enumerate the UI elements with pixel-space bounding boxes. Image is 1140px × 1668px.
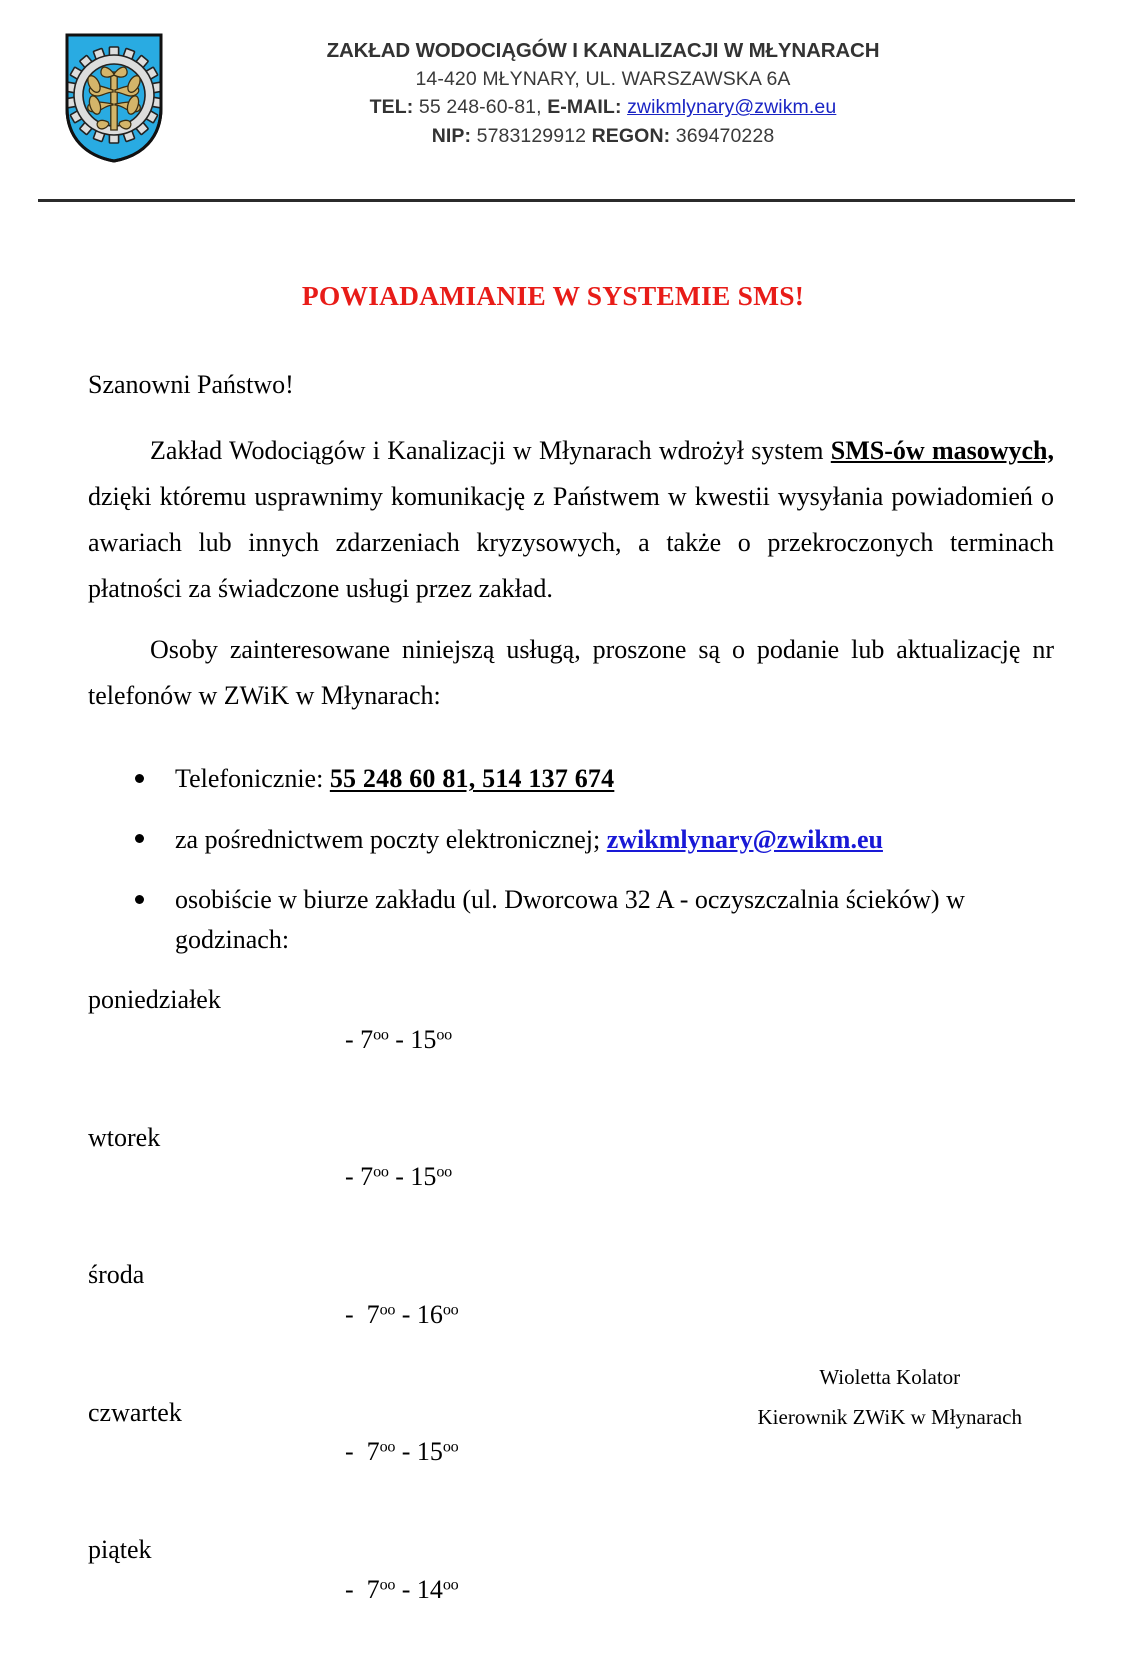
hours-from-minutes: oo <box>373 1163 389 1181</box>
hours-to: 16 <box>416 1299 443 1329</box>
signature-block <box>758 1358 1023 1438</box>
hours-to-minutes: oo <box>442 1301 459 1319</box>
hours-day-label: środa <box>88 1260 145 1290</box>
email-label: E-MAIL: <box>547 96 622 119</box>
hours-to: 14 <box>416 1574 443 1604</box>
regon-value: 369470228 <box>675 124 775 147</box>
organization-address: 14-420 MŁYNARY, UL. WARSZAWSKA 6A <box>415 68 791 91</box>
hours-from: 7 <box>360 1024 374 1054</box>
hours-day-label: czwartek <box>88 1397 182 1427</box>
hours-dash: - <box>345 1162 361 1192</box>
organization-ids-line <box>166 122 1040 150</box>
hours-day-label: piątek <box>88 1535 152 1565</box>
hours-dash: - <box>345 1024 361 1054</box>
hours-from-minutes: oo <box>379 1438 396 1456</box>
paragraph-intro-part1: Zakład Wodociągów i Kanalizacji w Młynarach wdrożył system <box>150 435 831 465</box>
hours-dash: - <box>345 1299 367 1329</box>
hours-to-minutes: oo <box>442 1438 459 1456</box>
contact-methods-list <box>88 759 1054 959</box>
contact-email-link[interactable]: zwikmlynary@zwikm.eu <box>606 824 883 854</box>
hours-from-minutes: oo <box>373 1026 389 1044</box>
hours-to: 15 <box>416 1437 443 1467</box>
hours-row <box>88 980 1054 1099</box>
bullet-icon <box>135 774 144 783</box>
organization-details <box>166 26 1100 150</box>
office-hours-table <box>88 980 1054 1649</box>
list-item-email <box>134 820 1054 860</box>
hours-from: 7 <box>366 1437 380 1467</box>
regon-label: REGON: <box>591 124 671 147</box>
page-title: POWIADAMIANIE W SYSTEMIE SMS! <box>301 280 805 311</box>
paragraph-intro-part2: dzięki któremu usprawnimy komunikację z Państwem w kwestii wysyłania powiadomień o awariach lub innych zdarzeniach kryzysowych, a także o przekroczonych terminach płatności za świadczone usługi przez zakład. <box>88 481 1054 604</box>
header-divider <box>38 199 1075 202</box>
email-method-label: za pośrednictwem poczty elektronicznej; <box>175 824 607 854</box>
nip-value: 5783129912 <box>476 124 587 147</box>
signature-position: Kierownik ZWiK w Młynarach <box>757 1404 1022 1429</box>
hours-value: - $7^{oo} - 16^{oo}$ <box>345 1299 459 1329</box>
hours-dash: - <box>345 1437 367 1467</box>
hours-to: 15 <box>410 1024 437 1054</box>
paragraph-intro <box>88 428 1054 613</box>
bullet-icon <box>135 895 144 904</box>
document-body <box>0 236 1140 1668</box>
hours-value: - $7^{oo} - 15^{oo}$ <box>345 1437 459 1467</box>
hours-from: 7 <box>360 1162 374 1192</box>
list-item-phone <box>134 759 1054 799</box>
organization-name: ZAKŁAD WODOCIĄGÓW I KANALIZACJI W MŁYNARACH <box>326 39 880 62</box>
hours-to-minutes: oo <box>436 1026 452 1044</box>
hours-value: - $7^{oo} - 14^{oo}$ <box>345 1574 459 1604</box>
organization-contact-line <box>166 93 1040 121</box>
hours-dash: - <box>345 1574 367 1604</box>
phone-label: Telefonicznie: <box>175 764 330 794</box>
hours-value: - $7^{oo} - 15^{oo}$ <box>345 1024 452 1054</box>
in-person-text: osobiście w biurze zakładu (ul. Dworcowa 32 A - oczyszczalnia ścieków) w godzinach: <box>175 885 965 954</box>
list-item-in-person <box>134 880 1054 959</box>
signature-name: Wioletta Kolator <box>819 1365 961 1389</box>
hours-row <box>88 1118 1054 1237</box>
hours-row <box>88 1255 1054 1374</box>
hours-from: 7 <box>366 1299 380 1329</box>
paragraph-request: Osoby zainteresowane niniejszą usługą, proszone są o podanie lub aktualizację nr telefonów w ZWiK w Młynarach: <box>88 634 1054 710</box>
hours-day-label: wtorek <box>88 1122 161 1152</box>
tel-value: 55 248-60-81, <box>418 96 542 119</box>
letterhead <box>0 0 1140 160</box>
hours-to: 15 <box>410 1162 437 1192</box>
coat-of-arms-icon <box>62 30 166 166</box>
hours-to-minutes: oo <box>442 1576 459 1594</box>
tel-label: TEL: <box>369 96 414 119</box>
hours-row <box>88 1530 1054 1649</box>
hours-from-minutes: oo <box>379 1301 396 1319</box>
hours-from-minutes: oo <box>379 1576 396 1594</box>
header-email-link[interactable]: zwikmlynary@zwikm.eu <box>627 96 837 119</box>
paragraph-intro-highlight: SMS-ów masowych, <box>830 435 1054 465</box>
hours-day-label: poniedziałek <box>88 985 221 1015</box>
salutation: Szanowni Państwo! <box>88 370 294 399</box>
bullet-icon <box>135 834 144 843</box>
nip-label: NIP: <box>431 124 472 147</box>
hours-value: - $7^{oo} - 15^{oo}$ <box>345 1162 452 1192</box>
phone-numbers[interactable]: 55 248 60 81, 514 137 674 <box>329 764 615 794</box>
hours-from: 7 <box>366 1574 380 1604</box>
hours-to-minutes: oo <box>436 1163 452 1181</box>
